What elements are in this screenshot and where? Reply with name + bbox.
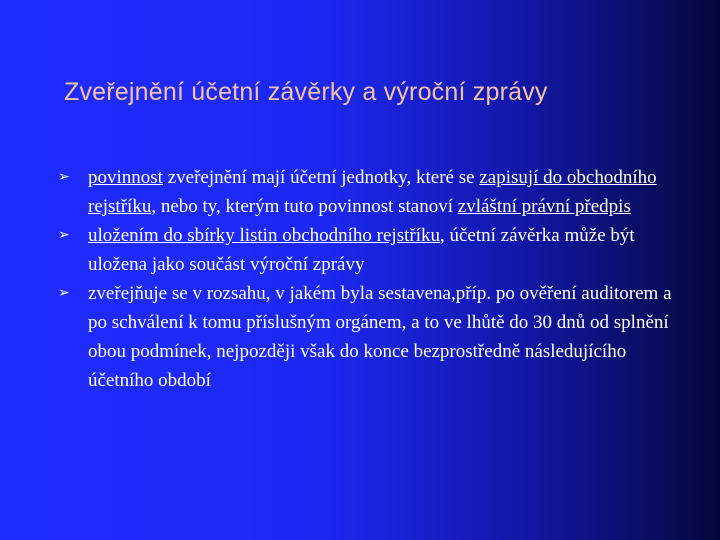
bullet-text-segment: zveřejnění mají účetní jednotky, které se [162, 167, 480, 188]
bullet-text-segment: zveřejňuje se v rozsahu, v jakém byla sestavena,příp. po ověření auditorem a po schválení k tomu příslušným orgánem, a to ve lhůtě do 30 dnů od splnění obou podmínek, nejpozději však do konce bezprostředně následujícího účetního období [88, 283, 672, 391]
bullet-item [58, 163, 678, 221]
bullet-text-segment: povinnost [88, 167, 163, 188]
bullet-list [58, 163, 678, 395]
bullet-text-segment: zvláštní právní předpis [457, 196, 631, 217]
bullet-arrow-icon: ➢ [58, 169, 70, 185]
bullet-text-segment: , účetní závěrka může být uložena jako součást výroční zprávy [88, 225, 635, 275]
bullet-arrow-icon: ➢ [58, 227, 70, 243]
bullet-item [58, 279, 678, 395]
bullet-text-segment: uložením do sbírky listin obchodního rejstříku [88, 225, 440, 246]
bullet-arrow-icon: ➢ [58, 285, 70, 301]
bullet-text-segment: zapisují do obchodního rejstříku [88, 167, 657, 217]
bullet-text-segment: , nebo ty, kterým tuto povinnost stanoví [151, 196, 458, 217]
bullet-item [58, 221, 678, 279]
slide-title: Zveřejnění účetní závěrky a výroční zprávy [64, 78, 548, 106]
